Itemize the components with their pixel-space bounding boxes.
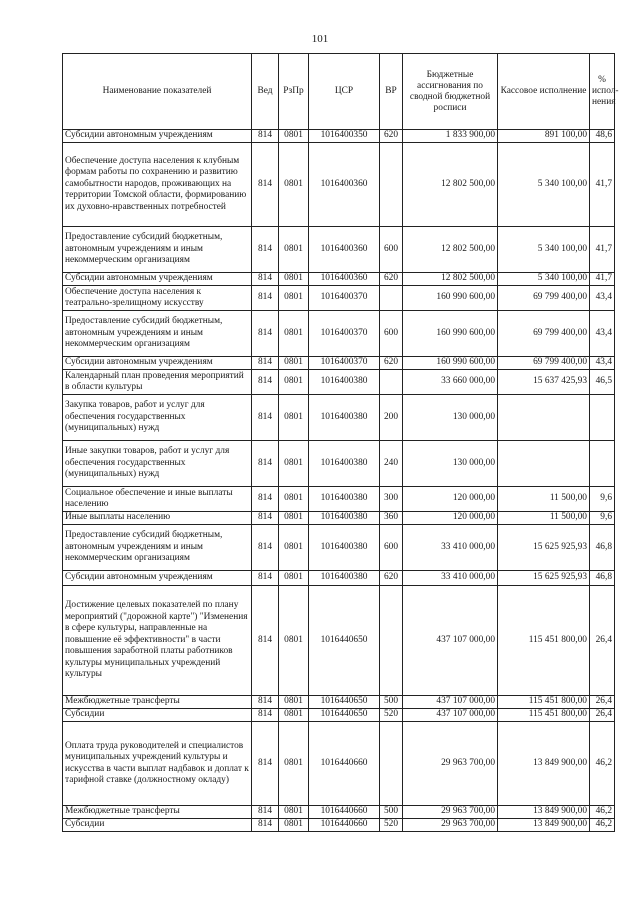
table-row (63, 370, 615, 395)
table-row (63, 286, 615, 311)
cell-ved: 814 (252, 722, 279, 806)
cell-name: Достижение целевых показателей по плану мероприятий ("дорожной карте") "Изменения в сфере культуры, направленные на повышение её эффективности" в части повышения заработной платы работников культуры муниципальных учреждений культуры (63, 586, 252, 696)
cell-budget: 12 802 500,00 (403, 227, 498, 273)
cell-rzpr: 0801 (279, 709, 309, 722)
cell-csr: 1016400380 (309, 395, 380, 441)
cell-name: Предоставление субсидий бюджетным, автономным учреждениям и иным некоммерческим организациям (63, 525, 252, 571)
cell-name: Иные выплаты населению (63, 512, 252, 525)
cell-ved: 814 (252, 273, 279, 286)
cell-pct: 46,5 (590, 370, 615, 395)
table-row (63, 571, 615, 586)
cell-csr: 1016400350 (309, 130, 380, 143)
cell-name: Субсидии (63, 819, 252, 832)
table-row (63, 441, 615, 487)
cell-rzpr: 0801 (279, 512, 309, 525)
cell-cash: 15 637 425,93 (498, 370, 590, 395)
cell-ved: 814 (252, 143, 279, 227)
cell-budget: 130 000,00 (403, 395, 498, 441)
cell-cash: 115 451 800,00 (498, 586, 590, 696)
cell-csr: 1016400380 (309, 525, 380, 571)
cell-ved: 814 (252, 286, 279, 311)
table-row (63, 395, 615, 441)
cell-pct: 41,7 (590, 227, 615, 273)
cell-rzpr: 0801 (279, 722, 309, 806)
cell-rzpr: 0801 (279, 586, 309, 696)
table-row (63, 273, 615, 286)
cell-budget: 160 990 600,00 (403, 311, 498, 357)
cell-vr: 620 (380, 130, 403, 143)
cell-rzpr: 0801 (279, 441, 309, 487)
cell-budget: 437 107 000,00 (403, 586, 498, 696)
cell-name: Оплата труда руководителей и специалистов муниципальных учреждений культуры и искусства в части выплат надбавок и доплат к тарифной ставке (должностному окладу) (63, 722, 252, 806)
table-row (63, 819, 615, 832)
cell-csr: 1016400380 (309, 571, 380, 586)
cell-ved: 814 (252, 819, 279, 832)
cell-budget: 120 000,00 (403, 487, 498, 512)
cell-rzpr: 0801 (279, 487, 309, 512)
table-header-row (63, 54, 615, 130)
cell-cash: 11 500,00 (498, 512, 590, 525)
page-number: 101 (311, 33, 329, 45)
cell-pct: 43,4 (590, 357, 615, 370)
cell-csr: 1016400360 (309, 143, 380, 227)
cell-ved: 814 (252, 512, 279, 525)
header-cash: Кассовое исполнение (498, 54, 590, 130)
cell-name: Предоставление субсидий бюджетным, автономным учреждениям и иным некоммерческим организациям (63, 311, 252, 357)
header-pct-line-1: % (598, 75, 606, 85)
cell-vr: 600 (380, 227, 403, 273)
cell-name: Календарный план проведения мероприятий в области культуры (63, 370, 252, 395)
cell-cash: 13 849 900,00 (498, 806, 590, 819)
cell-csr: 1016440650 (309, 709, 380, 722)
table-row (63, 487, 615, 512)
cell-budget: 33 410 000,00 (403, 571, 498, 586)
cell-name: Предоставление субсидий бюджетным, автономным учреждениям и иным некоммерческим организациям (63, 227, 252, 273)
cell-csr: 1016400380 (309, 487, 380, 512)
header-vr: ВР (380, 54, 403, 130)
cell-rzpr: 0801 (279, 311, 309, 357)
cell-budget: 33 660 000,00 (403, 370, 498, 395)
cell-vr: 520 (380, 709, 403, 722)
cell-pct: 43,4 (590, 286, 615, 311)
cell-budget: 160 990 600,00 (403, 357, 498, 370)
cell-pct: 41,7 (590, 143, 615, 227)
cell-name: Субсидии автономным учреждениям (63, 273, 252, 286)
cell-pct: 46,2 (590, 722, 615, 806)
cell-vr: 620 (380, 357, 403, 370)
cell-name: Межбюджетные трансферты (63, 806, 252, 819)
cell-csr: 1016400360 (309, 273, 380, 286)
cell-pct: 26,4 (590, 696, 615, 709)
cell-csr: 1016440650 (309, 586, 380, 696)
cell-vr: 240 (380, 441, 403, 487)
cell-ved: 814 (252, 395, 279, 441)
table-row (63, 525, 615, 571)
cell-vr: 600 (380, 525, 403, 571)
cell-name: Социальное обеспечение и иные выплаты населению (63, 487, 252, 512)
cell-name: Субсидии (63, 709, 252, 722)
cell-vr: 500 (380, 696, 403, 709)
cell-vr (380, 722, 403, 806)
cell-csr: 1016400370 (309, 311, 380, 357)
cell-csr: 1016400380 (309, 441, 380, 487)
cell-rzpr: 0801 (279, 696, 309, 709)
cell-cash (498, 441, 590, 487)
cell-vr: 620 (380, 273, 403, 286)
cell-cash: 115 451 800,00 (498, 709, 590, 722)
table-row (63, 512, 615, 525)
cell-vr: 600 (380, 311, 403, 357)
cell-ved: 814 (252, 487, 279, 512)
cell-rzpr: 0801 (279, 806, 309, 819)
table-row (63, 227, 615, 273)
cell-vr: 200 (380, 395, 403, 441)
cell-vr (380, 143, 403, 227)
cell-budget: 120 000,00 (403, 512, 498, 525)
header-pct-line-3: нения (592, 97, 616, 107)
cell-ved: 814 (252, 586, 279, 696)
cell-csr: 1016440660 (309, 806, 380, 819)
cell-rzpr: 0801 (279, 370, 309, 395)
cell-name: Субсидии автономным учреждениям (63, 357, 252, 370)
cell-ved: 814 (252, 571, 279, 586)
cell-budget: 29 963 700,00 (403, 819, 498, 832)
cell-ved: 814 (252, 709, 279, 722)
table-row (63, 130, 615, 143)
cell-rzpr: 0801 (279, 395, 309, 441)
cell-vr (380, 286, 403, 311)
cell-pct: 9,6 (590, 512, 615, 525)
cell-vr: 520 (380, 819, 403, 832)
header-pct-line-2: испол- (592, 86, 619, 96)
cell-ved: 814 (252, 130, 279, 143)
cell-name: Иные закупки товаров, работ и услуг для обеспечения государственных (муниципальных) нужд (63, 441, 252, 487)
cell-csr: 1016400380 (309, 370, 380, 395)
cell-cash: 13 849 900,00 (498, 722, 590, 806)
header-pct (590, 54, 619, 130)
cell-pct: 9,6 (590, 487, 615, 512)
cell-pct: 26,4 (590, 586, 615, 696)
cell-pct (590, 441, 615, 487)
header-budget: Бюджетные ассигнования по сводной бюджетной росписи (403, 54, 498, 130)
cell-cash: 5 340 100,00 (498, 227, 590, 273)
cell-csr: 1016400370 (309, 286, 380, 311)
cell-ved: 814 (252, 696, 279, 709)
cell-pct: 46,2 (590, 806, 615, 819)
cell-name: Обеспечение доступа населения к театрально-зрелищному искусству (63, 286, 252, 311)
cell-rzpr: 0801 (279, 227, 309, 273)
cell-vr (380, 370, 403, 395)
cell-pct: 46,8 (590, 571, 615, 586)
header-csr: ЦСР (309, 54, 380, 130)
cell-pct: 46,2 (590, 819, 615, 832)
header-ved: Вед (252, 54, 279, 130)
cell-vr (380, 586, 403, 696)
cell-budget: 29 963 700,00 (403, 806, 498, 819)
cell-cash: 69 799 400,00 (498, 311, 590, 357)
cell-cash: 891 100,00 (498, 130, 590, 143)
cell-rzpr: 0801 (279, 525, 309, 571)
cell-vr: 620 (380, 571, 403, 586)
cell-vr: 360 (380, 512, 403, 525)
cell-rzpr: 0801 (279, 819, 309, 832)
cell-ved: 814 (252, 357, 279, 370)
table-row (63, 806, 615, 819)
cell-budget: 130 000,00 (403, 441, 498, 487)
cell-rzpr: 0801 (279, 286, 309, 311)
cell-cash: 69 799 400,00 (498, 286, 590, 311)
cell-ved: 814 (252, 525, 279, 571)
cell-budget: 12 802 500,00 (403, 273, 498, 286)
cell-rzpr: 0801 (279, 273, 309, 286)
cell-csr: 1016400360 (309, 227, 380, 273)
cell-pct: 26,4 (590, 709, 615, 722)
cell-ved: 814 (252, 311, 279, 357)
cell-name: Межбюджетные трансферты (63, 696, 252, 709)
header-name: Наименование показателей (63, 54, 252, 130)
cell-ved: 814 (252, 806, 279, 819)
cell-budget: 1 833 900,00 (403, 130, 498, 143)
table-row (63, 143, 615, 227)
cell-cash: 13 849 900,00 (498, 819, 590, 832)
table-row (63, 722, 615, 806)
cell-cash: 15 625 925,93 (498, 571, 590, 586)
table-body (63, 130, 615, 832)
cell-rzpr: 0801 (279, 143, 309, 227)
cell-cash: 5 340 100,00 (498, 273, 590, 286)
table-row (63, 311, 615, 357)
cell-budget: 437 107 000,00 (403, 709, 498, 722)
cell-csr: 1016400380 (309, 512, 380, 525)
cell-pct (590, 395, 615, 441)
cell-vr: 300 (380, 487, 403, 512)
cell-budget: 160 990 600,00 (403, 286, 498, 311)
cell-csr: 1016440660 (309, 819, 380, 832)
cell-cash (498, 395, 590, 441)
table-row (63, 696, 615, 709)
cell-pct: 46,8 (590, 525, 615, 571)
cell-cash: 15 625 925,93 (498, 525, 590, 571)
cell-name: Субсидии автономным учреждениям (63, 571, 252, 586)
cell-rzpr: 0801 (279, 357, 309, 370)
table-row (63, 709, 615, 722)
budget-table (62, 53, 619, 832)
cell-cash: 5 340 100,00 (498, 143, 590, 227)
cell-csr: 1016400370 (309, 357, 380, 370)
cell-ved: 814 (252, 370, 279, 395)
cell-budget: 12 802 500,00 (403, 143, 498, 227)
cell-budget: 29 963 700,00 (403, 722, 498, 806)
cell-rzpr: 0801 (279, 571, 309, 586)
header-rzpr: РзПр (279, 54, 309, 130)
cell-name: Обеспечение доступа населения к клубным формам работы по сохранению и развитию самобытности народов, проживающих на территории Томской области, формированию их духовно-нравственных потребностей (63, 143, 252, 227)
cell-pct: 41,7 (590, 273, 615, 286)
cell-name: Закупка товаров, работ и услуг для обеспечения государственных (муниципальных) нужд (63, 395, 252, 441)
cell-cash: 69 799 400,00 (498, 357, 590, 370)
table-row (63, 586, 615, 696)
cell-ved: 814 (252, 227, 279, 273)
cell-budget: 33 410 000,00 (403, 525, 498, 571)
cell-ved: 814 (252, 441, 279, 487)
cell-csr: 1016440660 (309, 722, 380, 806)
cell-name: Субсидии автономным учреждениям (63, 130, 252, 143)
cell-csr: 1016440650 (309, 696, 380, 709)
cell-cash: 11 500,00 (498, 487, 590, 512)
cell-pct: 43,4 (590, 311, 615, 357)
cell-vr: 500 (380, 806, 403, 819)
cell-cash: 115 451 800,00 (498, 696, 590, 709)
table-row (63, 357, 615, 370)
cell-budget: 437 107 000,00 (403, 696, 498, 709)
cell-rzpr: 0801 (279, 130, 309, 143)
cell-pct: 48,6 (590, 130, 615, 143)
